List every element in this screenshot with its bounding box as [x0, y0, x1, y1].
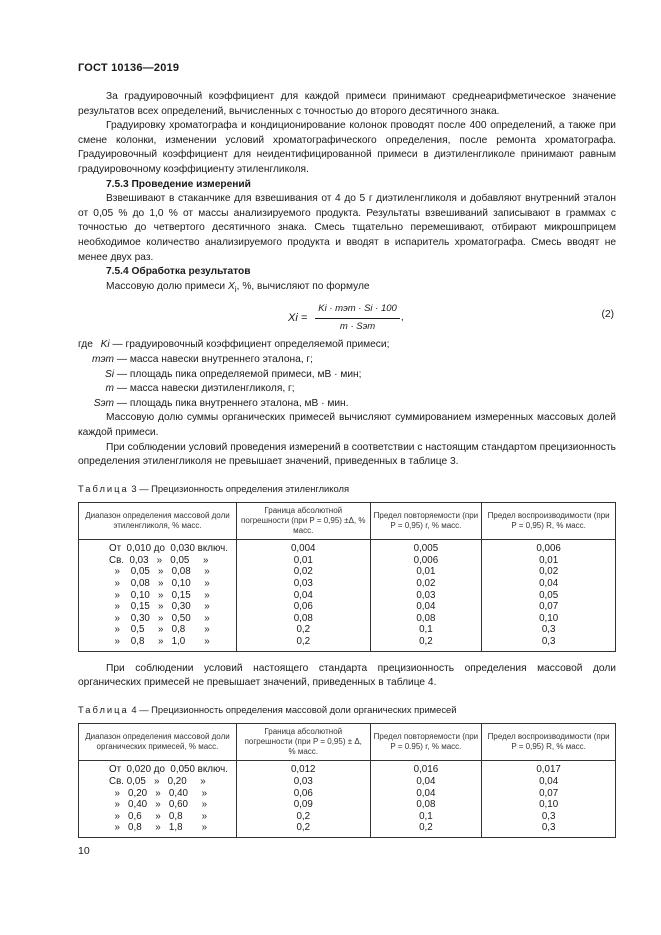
section-heading-7-5-3: 7.5.3 Проведение измерений [106, 178, 251, 190]
definition-symbol: Ki [100, 339, 110, 351]
table-row [79, 578, 616, 590]
formula-lhs: Xi = [288, 312, 308, 325]
page-number: 10 [78, 845, 90, 857]
table-cell: 0,09 [236, 799, 370, 811]
document-header: ГОСТ 10136—2019 [78, 62, 180, 74]
definition-symbol: Si [104, 368, 114, 380]
section-heading-7-5-4: 7.5.4 Обработка результатов [106, 266, 251, 278]
table-cell: 0,004 [236, 540, 370, 555]
table-4-header-repeatability: Предел повторяемости (при P = 0.95) r, % масс. [370, 724, 482, 761]
table-cell: 0,03 [236, 776, 370, 788]
table-cell: » 0,8 » 1,0 » [79, 636, 237, 651]
table-cell: » 0,08 » 0,10 » [79, 578, 237, 590]
table-cell: 0,2 [236, 811, 370, 823]
table-4 [78, 723, 616, 838]
table-row [79, 811, 616, 823]
table-cell: » 0,20 » 0,40 » [79, 788, 237, 800]
table-cell: » 0,6 » 0,8 » [79, 811, 237, 823]
table-3-header-range: Диапазон определения массовой доли этиленгликоля, % масс. [79, 503, 237, 540]
table-cell: 0,04 [370, 601, 482, 613]
table-cell: 0,005 [370, 540, 482, 555]
table-cell: 0,08 [236, 613, 370, 625]
table-3-caption-text: 3 — Прецизионность определения этиленгликоля [131, 482, 350, 494]
table-4-header-reproducibility: Предел воспроизводимости (при P = 0,95) R, % масс. [482, 724, 616, 761]
table-cell: » 0,10 » 0,15 » [79, 590, 237, 602]
table-4-header-row [79, 724, 616, 761]
symbol-x-sub: i [234, 283, 237, 294]
formula-row [78, 300, 616, 332]
paragraph-1: За градуировочный коэффициент для каждой примеси принимают среднеарифметическое значение результатов всех определений, вычисленных с точностью до второго десятичного знака. [78, 91, 616, 117]
definition-symbol: Sэт [93, 397, 114, 409]
table-cell: 0,2 [236, 624, 370, 636]
table-3-header-row [79, 503, 616, 540]
table-cell: 0,04 [370, 788, 482, 800]
table-row [79, 788, 616, 800]
table-4-caption-label: Таблица [78, 703, 129, 715]
paragraph-4-pre: Массовую долю примеси [106, 280, 226, 292]
definition-item [78, 353, 616, 368]
table-cell: 0,2 [236, 636, 370, 651]
table-cell: 0,01 [482, 555, 616, 567]
table-cell: 0,05 [482, 590, 616, 602]
table-row [79, 822, 616, 837]
table-cell: 0,1 [370, 811, 482, 823]
table-cell: 0,1 [370, 624, 482, 636]
table-4-caption-text: 4 — Прецизионность определения массовой доли органических примесей [131, 703, 457, 715]
table-cell: 0,017 [482, 761, 616, 776]
table-row [79, 566, 616, 578]
definition-item [78, 397, 616, 412]
definition-symbol: mэт [92, 353, 114, 365]
definition-item [78, 368, 616, 383]
definition-item [78, 382, 616, 397]
definition-prefix: где [78, 339, 96, 351]
formula-numerator: Ki · mэт · Si · 100 [315, 302, 400, 319]
table-3-caption [78, 482, 616, 497]
table-cell: » 0,40 » 0,60 » [79, 799, 237, 811]
paragraph-6: При соблюдении условий проведения измерений в соответствии с настоящим стандартом прецизионность определения этиленгликоля не превышает значений, приведенных в таблице 3. [78, 441, 616, 468]
table-row [79, 601, 616, 613]
table-cell: 0,03 [370, 590, 482, 602]
paragraph-4-post: , %, вычисляют по формуле [236, 280, 370, 292]
definition-text: — градуировочный коэффициент определяемой примеси; [109, 339, 390, 351]
table-cell: 0,012 [236, 761, 370, 776]
table-cell: 0,006 [370, 555, 482, 567]
definition-symbol: m [105, 383, 114, 395]
table-cell: 0,01 [370, 566, 482, 578]
table-3-body [79, 540, 616, 651]
table-cell: 0,04 [482, 776, 616, 788]
paragraph-3: Взвешивают в стаканчике для взвешивания от 4 до 5 г диэтиленгликоля и добавляют внутренний эталон от 0,05 % до 1,0 % от массы анализируемого продукта. Результаты взвешиваний записывают в граммах с точностью до четвертого десятичного знака. Смесь тщательно перемешивают, отбирают микрошприцем необходимое количество анализируемого продукта и вводят в испаритель хроматографа. Смесь вводят не менее двух раз. [78, 193, 616, 263]
table-cell: 0,08 [370, 613, 482, 625]
table-4-caption [78, 703, 616, 718]
formula-denominator: m · Sэт [339, 320, 376, 332]
table-4-body [79, 761, 616, 838]
definitions-list [78, 338, 616, 411]
table-row [79, 761, 616, 776]
definition-text: — площадь пика внутреннего эталона, мВ · мин. [114, 397, 349, 409]
formula: Xi = $\frac{\text{Ki · mэт · Si · 100}}{\text{m · Sэт}}$ , [288, 302, 404, 334]
formula-fraction [315, 302, 400, 334]
definition-item [78, 338, 616, 353]
table-row [79, 540, 616, 555]
table-cell: Св. 0,05 » 0,20 » [79, 776, 237, 788]
table-row [79, 555, 616, 567]
table-4-header-error: Граница абсолютной погрешности (при P = 0,95) ± Δ, % масс. [236, 724, 370, 761]
table-cell: 0,016 [370, 761, 482, 776]
paragraph-4 [78, 280, 616, 297]
table-cell: 0,02 [370, 578, 482, 590]
table-cell: » 0,8 » 1,8 » [79, 822, 237, 837]
table-cell: 0,006 [482, 540, 616, 555]
table-cell: 0,3 [482, 636, 616, 651]
table-cell: 0,04 [236, 590, 370, 602]
table-cell: 0,02 [236, 566, 370, 578]
table-row [79, 613, 616, 625]
table-cell: 0,3 [482, 624, 616, 636]
definition-text: — масса навески диэтиленгликоля, г; [114, 383, 295, 395]
table-cell: » 0,05 » 0,08 » [79, 566, 237, 578]
definition-text: — масса навески внутреннего эталона, г; [114, 353, 313, 365]
table-3-header-reproducibility: Предел воспроизводимости (при P = 0,95) R, % масс. [482, 503, 616, 540]
table-cell: 0,06 [236, 788, 370, 800]
table-4-header-range: Диапазон определения массовой доли органических примесей, % масс. [79, 724, 237, 761]
table-cell: 0,02 [482, 566, 616, 578]
table-3-header-repeatability: Предел повторяемости (при P = 0,95) r, % масс. [370, 503, 482, 540]
formula-number: (2) [601, 309, 614, 321]
table-cell: От 0,010 до 0,030 включ. [79, 540, 237, 555]
table-cell: » 0,5 » 0,8 » [79, 624, 237, 636]
table-cell: » 0,15 » 0,30 » [79, 601, 237, 613]
table-cell: 0,2 [370, 822, 482, 837]
paragraph-5: Массовую долю суммы органических примесей вычисляют суммированием измеренных массовых долей каждой примеси. [78, 412, 616, 438]
paragraph-7: При соблюдении условий настоящего стандарта прецизионность определения массовой доли органических примесей не превышает значений, приведенных в таблице 4. [78, 662, 616, 689]
table-row [79, 636, 616, 651]
table-cell: » 0,30 » 0,50 » [79, 613, 237, 625]
table-row [79, 590, 616, 602]
table-cell: 0,10 [482, 799, 616, 811]
table-cell: 0,07 [482, 788, 616, 800]
table-cell: 0,2 [236, 822, 370, 837]
table-cell: 0,01 [236, 555, 370, 567]
table-cell: 0,2 [370, 636, 482, 651]
table-row [79, 799, 616, 811]
table-cell: 0,3 [482, 811, 616, 823]
table-3 [78, 502, 616, 651]
table-cell: 0,07 [482, 601, 616, 613]
table-row [79, 776, 616, 788]
table-cell: 0,04 [482, 578, 616, 590]
table-row [79, 624, 616, 636]
table-cell: 0,3 [482, 822, 616, 837]
definition-text: — площадь пика определяемой примеси, мВ · мин; [114, 368, 362, 380]
symbol-x: X [227, 280, 235, 292]
table-cell: 0,08 [370, 799, 482, 811]
table-3-caption-label: Таблица [78, 482, 129, 494]
table-cell: 0,06 [236, 601, 370, 613]
table-cell: Св. 0,03 » 0,05 » [79, 555, 237, 567]
table-cell: 0,04 [370, 776, 482, 788]
table-cell: 0,03 [236, 578, 370, 590]
table-3-header-error: Граница абсолютной погрешности (при P = 0,95) ±Δ, % масс. [236, 503, 370, 540]
page-content [78, 90, 616, 838]
table-cell: 0,10 [482, 613, 616, 625]
table-cell: От 0,020 до 0,050 включ. [79, 761, 237, 776]
paragraph-2: Градуировку хроматографа и кондиционирование колонок проводят после 400 определений, а также при смене колонки, изменении условий хроматографического определения, после ремонта хроматографа. Градуировочный коэффициент для неидентифицированной примеси в диэтиленгликоле принимают равным градуировочному коэффициенту этиленгликоля. [78, 120, 616, 175]
